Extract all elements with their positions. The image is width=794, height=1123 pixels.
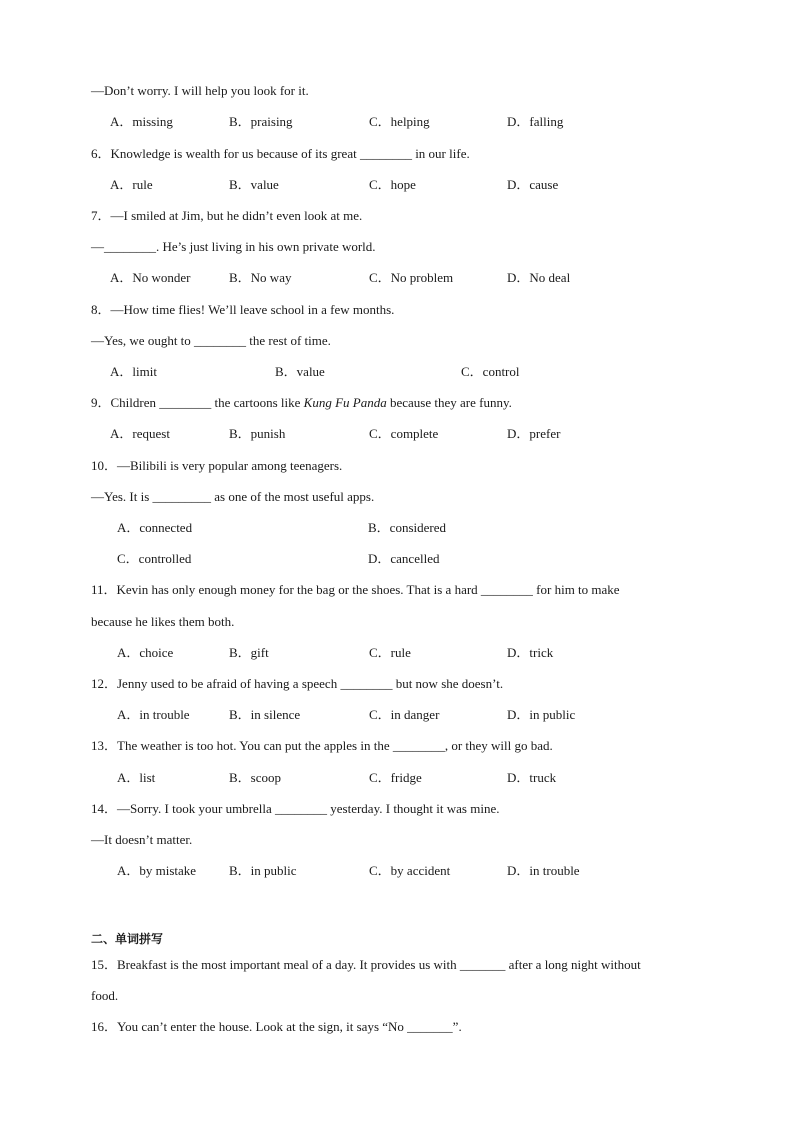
option-b[interactable]: B．in silence bbox=[229, 707, 301, 722]
option-c[interactable]: C．hope bbox=[369, 177, 416, 192]
question-11-cont: because he likes them both. bbox=[91, 614, 235, 629]
question-10: 10．—Bilibili is very popular among teenagers. bbox=[91, 458, 343, 473]
option-d[interactable]: D．in trouble bbox=[507, 863, 580, 878]
question-14-reply: —It doesn’t matter. bbox=[91, 832, 193, 847]
option-c[interactable]: C．helping bbox=[369, 114, 430, 129]
option-d[interactable]: D．cause bbox=[507, 177, 559, 192]
option-d[interactable]: D．prefer bbox=[507, 426, 561, 441]
question-10-reply: —Yes. It is _________ as one of the most useful apps. bbox=[91, 489, 375, 504]
option-c[interactable]: C．by accident bbox=[369, 863, 451, 878]
question-8: 8．—How time flies! We’ll leave school in a few months. bbox=[91, 302, 395, 317]
option-b[interactable]: B．scoop bbox=[229, 770, 282, 785]
option-a[interactable]: A．limit bbox=[110, 364, 157, 379]
option-c[interactable]: C．fridge bbox=[369, 770, 422, 785]
options-row-13 bbox=[0, 770, 794, 786]
option-c[interactable]: C．No problem bbox=[369, 270, 454, 285]
option-a[interactable]: A．connected bbox=[117, 520, 193, 535]
options-row-5 bbox=[0, 114, 794, 130]
option-a[interactable]: A．missing bbox=[110, 114, 173, 129]
option-d[interactable]: D．trick bbox=[507, 645, 554, 660]
option-c[interactable]: C．rule bbox=[369, 645, 411, 660]
question-15-cont: food. bbox=[91, 988, 119, 1003]
options-row-10b bbox=[0, 551, 794, 567]
options-row-12 bbox=[0, 707, 794, 723]
option-b[interactable]: B．in public bbox=[229, 863, 297, 878]
option-d[interactable]: D．No deal bbox=[507, 270, 571, 285]
cartoon-title: Kung Fu Panda bbox=[303, 395, 387, 410]
option-c[interactable]: C．in danger bbox=[369, 707, 440, 722]
option-b[interactable]: B．considered bbox=[368, 520, 446, 535]
question-7-reply: —________. He’s just living in his own private world. bbox=[91, 239, 376, 254]
option-a[interactable]: A．list bbox=[117, 770, 156, 785]
option-a[interactable]: A．request bbox=[110, 426, 170, 441]
option-c[interactable]: C．control bbox=[461, 364, 520, 379]
option-d[interactable]: D．falling bbox=[507, 114, 564, 129]
options-row-8 bbox=[0, 364, 794, 380]
option-b[interactable]: B．value bbox=[229, 177, 279, 192]
option-a[interactable]: A．choice bbox=[117, 645, 174, 660]
section-heading: 二、单词拼写 bbox=[91, 932, 164, 946]
question-9 bbox=[91, 395, 512, 411]
question-text: —Don’t worry. I will help you look for it. bbox=[91, 83, 309, 98]
question-9-text-end: because they are funny. bbox=[386, 395, 512, 410]
option-a[interactable]: A．in trouble bbox=[117, 707, 190, 722]
question-7: 7．—I smiled at Jim, but he didn’t even look at me. bbox=[91, 208, 363, 223]
question-11: 11．Kevin has only enough money for the bag or the shoes. That is a hard ________ for him to make bbox=[91, 582, 620, 597]
options-row-14 bbox=[0, 863, 794, 879]
option-d[interactable]: D．in public bbox=[507, 707, 576, 722]
question-6: 6．Knowledge is wealth for us because of its great ________ in our life. bbox=[91, 146, 470, 161]
option-b[interactable]: B．value bbox=[275, 364, 325, 379]
option-a[interactable]: A．No wonder bbox=[110, 270, 191, 285]
option-d[interactable]: D．truck bbox=[507, 770, 557, 785]
options-row-10a bbox=[0, 520, 794, 536]
option-c[interactable]: C．complete bbox=[369, 426, 439, 441]
option-d[interactable]: D．cancelled bbox=[368, 551, 440, 566]
question-16: 16．You can’t enter the house. Look at the sign, it says “No _______”. bbox=[91, 1019, 462, 1034]
question-14: 14．—Sorry. I took your umbrella ________ yesterday. I thought it was mine. bbox=[91, 801, 500, 816]
option-b[interactable]: B．punish bbox=[229, 426, 286, 441]
options-row-11 bbox=[0, 645, 794, 661]
option-c[interactable]: C．controlled bbox=[117, 551, 192, 566]
options-row-9 bbox=[0, 426, 794, 442]
options-row-6 bbox=[0, 177, 794, 193]
question-13: 13．The weather is too hot. You can put the apples in the ________, or they will go bad. bbox=[91, 738, 553, 753]
option-a[interactable]: A．by mistake bbox=[117, 863, 197, 878]
option-a[interactable]: A．rule bbox=[110, 177, 153, 192]
option-b[interactable]: B．praising bbox=[229, 114, 293, 129]
options-row-7 bbox=[0, 270, 794, 286]
question-15: 15．Breakfast is the most important meal of a day. It provides us with _______ after a long night without bbox=[91, 957, 641, 972]
question-8-reply: —Yes, we ought to ________ the rest of time. bbox=[91, 333, 331, 348]
option-b[interactable]: B．gift bbox=[229, 645, 269, 660]
question-9-text: 9．Children ________ the cartoons like bbox=[91, 395, 304, 410]
option-b[interactable]: B．No way bbox=[229, 270, 292, 285]
question-12: 12．Jenny used to be afraid of having a speech ________ but now she doesn’t. bbox=[91, 676, 504, 691]
